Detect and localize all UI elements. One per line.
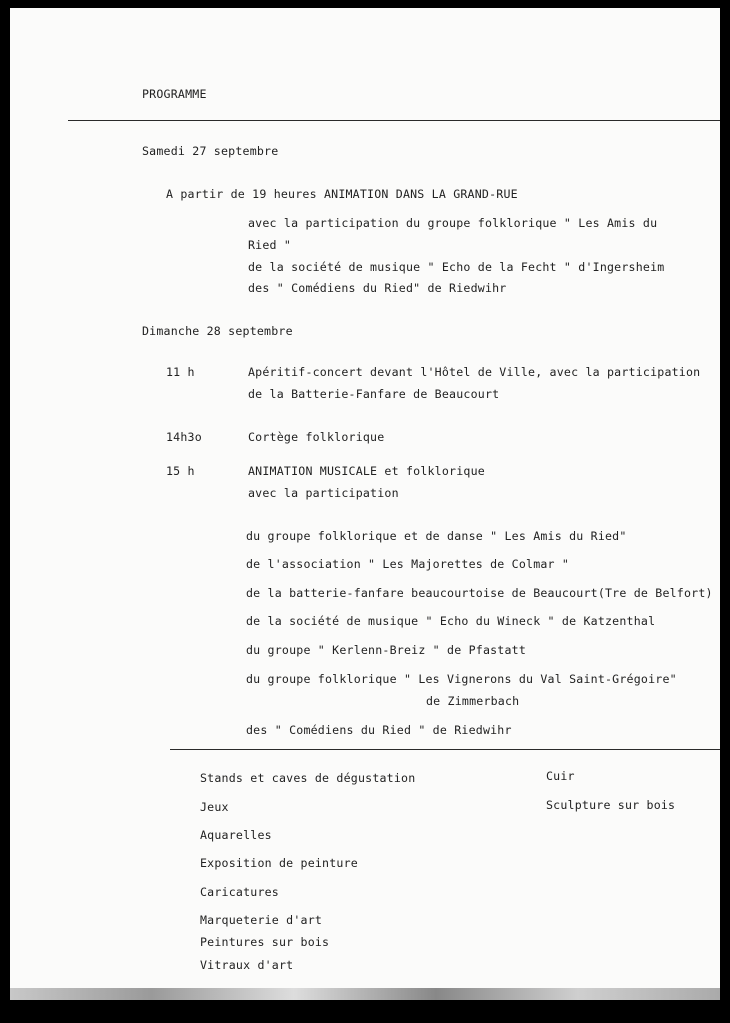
participant: de l'association " Les Majorettes de Colmar " xyxy=(246,557,570,571)
participant: des " Comédiens du Ried " de Riedwihr xyxy=(246,723,512,737)
participant: du groupe folklorique " Les Vignerons du Val Saint-Grégoire" xyxy=(246,672,677,686)
event-line: Apéritif-concert devant l'Hôtel de Ville, avec la participation xyxy=(248,365,701,379)
stand-item: Marqueterie d'art xyxy=(200,913,323,927)
page-title: PROGRAMME xyxy=(142,87,207,101)
event-time: 15 h xyxy=(166,464,195,478)
stand-item: Aquarelles xyxy=(200,828,272,842)
sunday-heading: Dimanche 28 septembre xyxy=(142,324,293,338)
stand-item: Sculpture sur bois xyxy=(546,798,676,812)
saturday-detail: des " Comédiens du Ried" de Riedwihr xyxy=(248,281,507,295)
top-divider xyxy=(68,120,720,121)
stand-item: Peintures sur bois xyxy=(200,935,330,949)
saturday-heading: Samedi 27 septembre xyxy=(142,144,279,158)
event-line: avec la participation xyxy=(248,486,399,500)
saturday-detail: de la société de musique " Echo de la Fecht " d'Ingersheim xyxy=(248,260,665,274)
stand-item: Jeux xyxy=(200,800,229,814)
document-page xyxy=(10,8,720,1000)
event-line: de la Batterie-Fanfare de Beaucourt xyxy=(248,387,500,401)
bottom-divider xyxy=(170,749,720,750)
event-line: ANIMATION MUSICALE et folklorique xyxy=(248,464,485,478)
event-time: 14h3o xyxy=(166,430,202,444)
saturday-main-line: A partir de 19 heures ANIMATION DANS LA GRAND-RUE xyxy=(166,187,518,201)
stand-item: Exposition de peinture xyxy=(200,856,358,870)
stand-item: Vitraux d'art xyxy=(200,958,294,972)
stand-item: Caricatures xyxy=(200,885,279,899)
saturday-detail: Ried " xyxy=(248,238,292,252)
participant: de la batterie-fanfare beaucourtoise de Beaucourt(Tre de Belfort) xyxy=(246,586,713,600)
event-time: 11 h xyxy=(166,365,195,379)
participant: de Zimmerbach xyxy=(426,694,520,708)
participant: du groupe " Kerlenn-Breiz " de Pfastatt xyxy=(246,643,527,657)
participant: du groupe folklorique et de danse " Les Amis du Ried" xyxy=(246,529,627,543)
stand-item: Cuir xyxy=(546,769,575,783)
participant: de la société de musique " Echo du Wineck " de Katzenthal xyxy=(246,614,656,628)
event-line: Cortège folklorique xyxy=(248,430,385,444)
stand-item: Stands et caves de dégustation xyxy=(200,771,416,785)
page-edge-shadow xyxy=(10,988,720,1000)
saturday-detail: avec la participation du groupe folklorique " Les Amis du xyxy=(248,216,658,230)
